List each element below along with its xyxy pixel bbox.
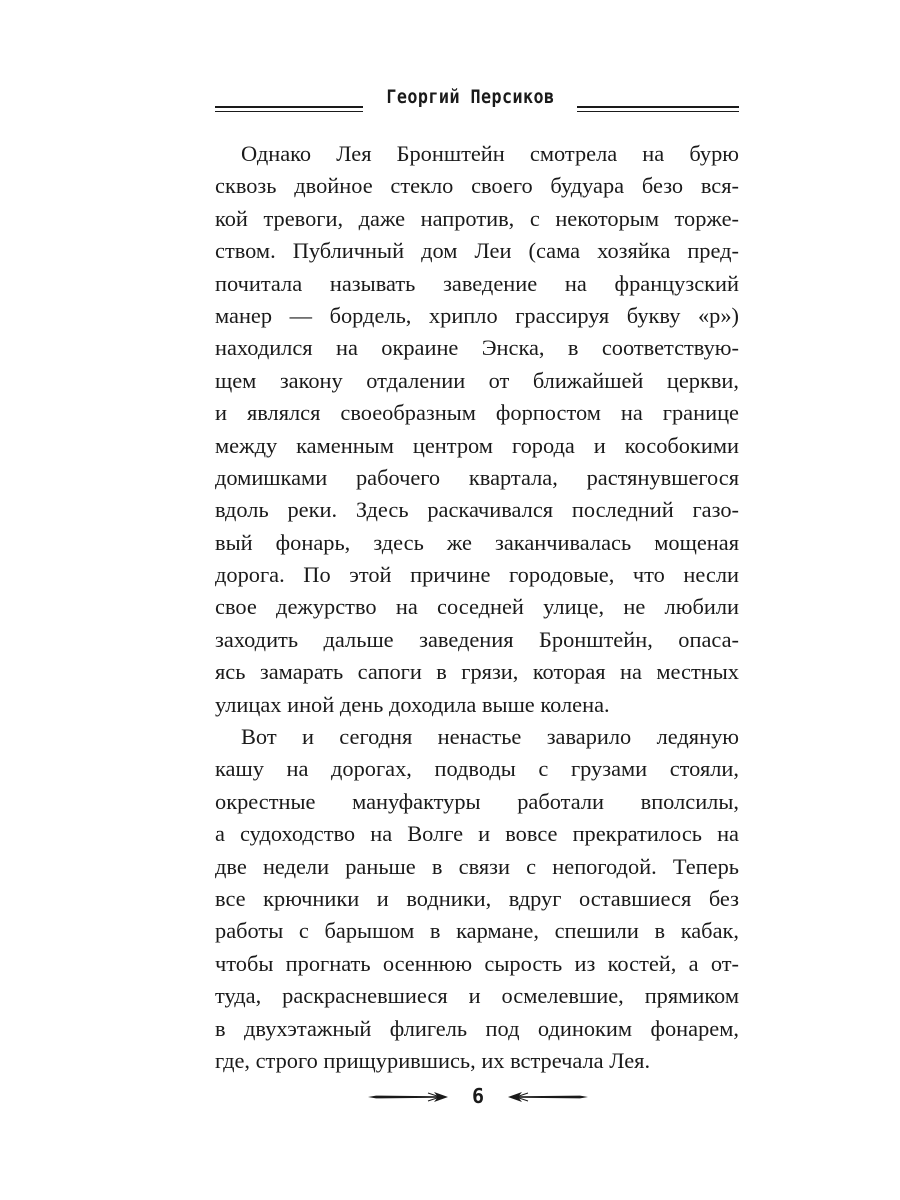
text-line: кашу на дорогах, подводы с грузами стояли, bbox=[215, 756, 739, 782]
text-line: сквозь двойное стекло своего будуара безо вся- bbox=[215, 173, 739, 199]
header-rule-left bbox=[215, 106, 363, 108]
text-line: находился на окраине Энска, в соответствую- bbox=[215, 335, 739, 361]
body-text bbox=[215, 138, 739, 1077]
text-line: и являлся своеобразным форпостом на границе bbox=[215, 400, 739, 426]
text-line: Вот и сегодня ненастье заварило ледяную bbox=[241, 724, 739, 750]
text-line: кой тревоги, даже напротив, с некоторым торже- bbox=[215, 205, 739, 231]
arrow-ornament-left-icon bbox=[368, 1090, 452, 1104]
text-line: все крючники и водники, вдруг оставшиеся без bbox=[215, 885, 739, 911]
text-line: почитала называть заведение на французский bbox=[215, 270, 739, 296]
text-line: окрестные мануфактуры работали вполсилы, bbox=[215, 788, 739, 814]
page-number: 6 bbox=[471, 1084, 485, 1108]
text-line: Однако Лея Бронштейн смотрела на бурю bbox=[241, 141, 739, 166]
text-line: щем закону отдалении от ближайшей церкви, bbox=[215, 367, 739, 393]
text-line: манер — бордель, хрипло грассируя букву «р») bbox=[215, 302, 739, 328]
text-line: дорога. По этой причине городовые, что несли bbox=[215, 562, 739, 588]
text-line: чтобы прогнать осеннюю сырость из костей, а от- bbox=[215, 950, 739, 976]
text-line: ством. Публичный дом Леи (сама хозяйка пред- bbox=[215, 238, 739, 264]
arrow-ornament-right-icon bbox=[504, 1090, 588, 1104]
text-line: улицах иной день доходила выше колена. bbox=[215, 691, 610, 717]
text-line: а судоходство на Волге и вовсе прекратилось на bbox=[215, 821, 739, 847]
text-line: вдоль реки. Здесь раскачивался последний газо- bbox=[215, 497, 739, 523]
text-line: ясь замарать сапоги в грязи, которая на местных bbox=[215, 659, 739, 685]
running-header bbox=[215, 84, 739, 120]
text-line: две недели раньше в связи с непогодой. Теперь bbox=[215, 853, 739, 879]
text-line: заходить дальше заведения Бронштейн, опаса- bbox=[215, 626, 739, 652]
header-author-name: Георгий Персиков bbox=[386, 86, 555, 108]
text-line: между каменным центром города и кособокими bbox=[215, 432, 739, 458]
text-line: где, строго прищурившись, их встречала Лея. bbox=[215, 1047, 651, 1073]
text-line: домишками рабочего квартала, растянувшегося bbox=[215, 464, 739, 490]
text-line: работы с барышом в кармане, спешили в кабак, bbox=[215, 918, 739, 944]
text-line: вый фонарь, здесь же заканчивалась мощеная bbox=[215, 529, 739, 555]
header-rule-right bbox=[577, 106, 739, 108]
text-line: в двухэтажный флигель под одиноким фонарем, bbox=[215, 1015, 739, 1041]
text-line: свое дежурство на соседней улице, не любили bbox=[215, 594, 739, 620]
text-line: туда, раскрасневшиеся и осмелевшие, прямиком bbox=[215, 983, 739, 1009]
page-footer bbox=[368, 1082, 588, 1112]
